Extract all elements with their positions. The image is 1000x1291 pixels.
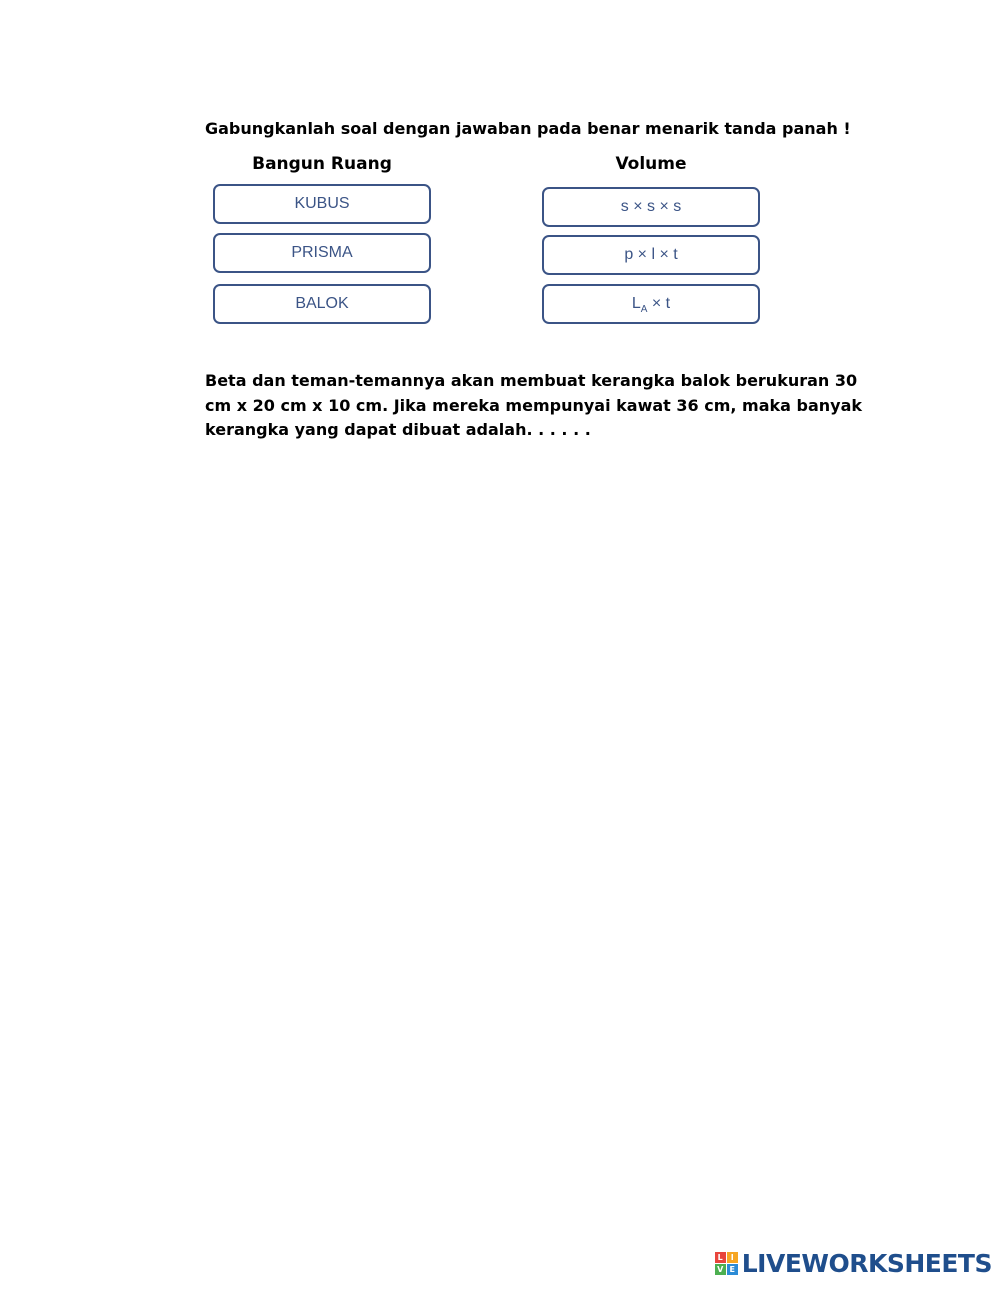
logo-icon-tile: L <box>715 1252 726 1263</box>
match-item-balok[interactable] <box>213 284 431 324</box>
match-item-label: BALOK <box>295 295 349 312</box>
logo-text: LIVEWORKSHEETS <box>741 1249 992 1278</box>
match-answer-kubus-formula[interactable] <box>542 187 760 227</box>
logo-icon-tile: I <box>727 1252 738 1263</box>
logo-icon-tile: V <box>715 1264 726 1275</box>
match-answer-prisma-formula[interactable] <box>542 284 760 324</box>
instruction-text: Gabungkanlah soal dengan jawaban pada benar menarik tanda panah ! <box>205 119 851 138</box>
match-answer-balok-formula[interactable] <box>542 235 760 275</box>
match-answer-label: p × l × t <box>624 246 678 263</box>
header-bangun-ruang: Bangun Ruang <box>252 154 392 174</box>
match-answer-label: $L_A \times t$ <box>631 295 671 316</box>
header-volume: Volume <box>615 154 687 174</box>
logo-icon-tile: E <box>727 1264 738 1275</box>
liveworksheets-logo-icon <box>715 1252 738 1275</box>
match-item-label: KUBUS <box>294 195 350 212</box>
match-answer-label: s × s × s <box>620 198 682 215</box>
question-text: Beta dan teman-temannya akan membuat kerangka balok berukuran 30 cm x 20 cm x 10 cm. Jika mereka mempunyai kawat 36 cm, maka banyak kerangka yang dapat dibuat adalah. . . . . . <box>205 371 862 439</box>
match-item-prisma[interactable] <box>213 233 431 273</box>
match-item-kubus[interactable] <box>213 184 431 224</box>
liveworksheets-logo <box>715 1249 992 1278</box>
match-item-label: PRISMA <box>291 244 353 261</box>
